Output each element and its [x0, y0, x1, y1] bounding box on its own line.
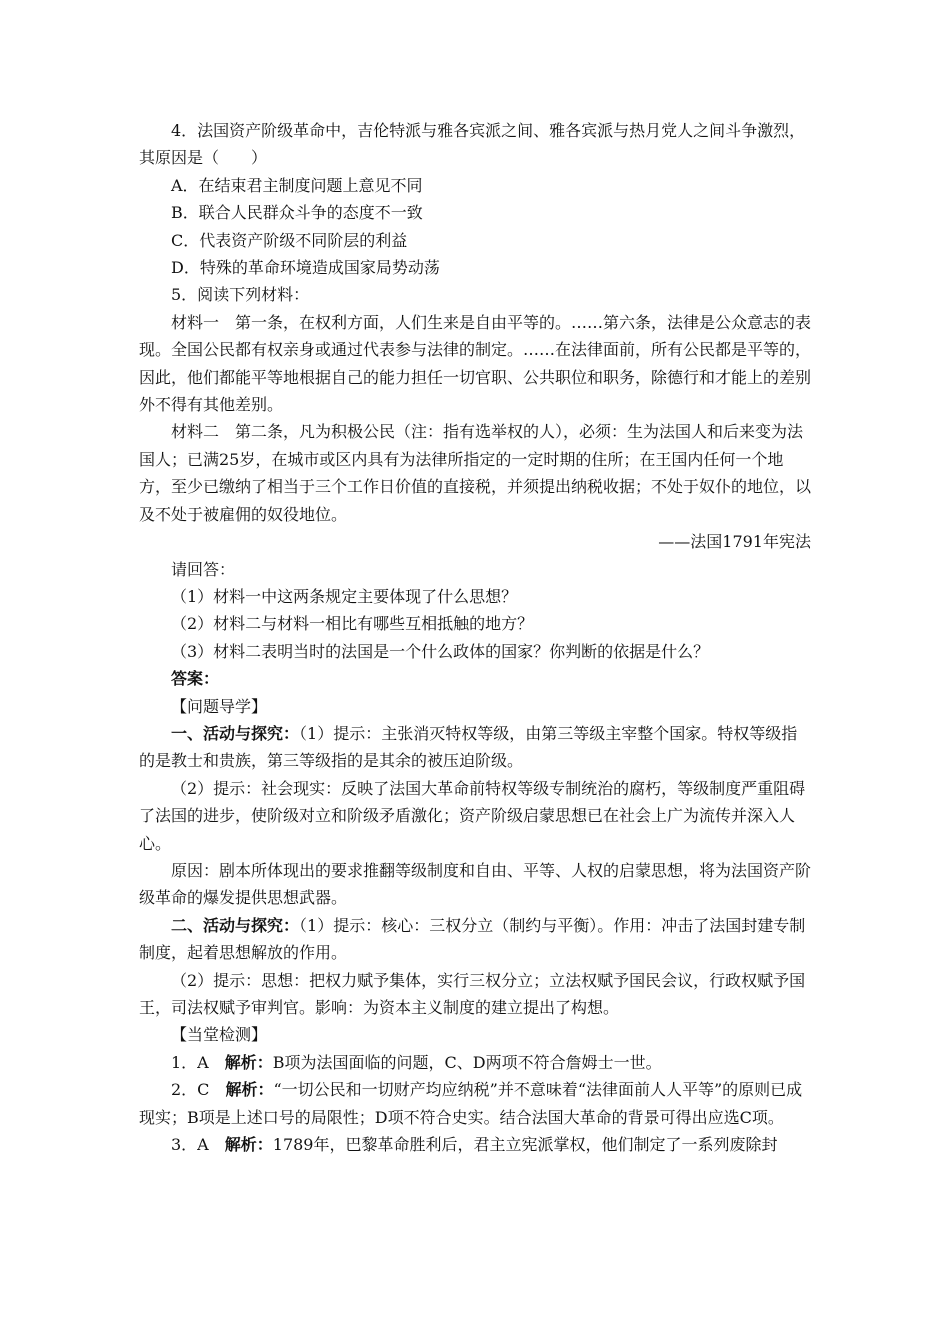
check-item-2-text: “一切公民和一切财产均应纳税”并不意味着“法律面前人人平等”的原则已成现实；B项是上述口号的局限性；D项不符合史实。结合法国大革命的背景可得出应选C项。 [139, 1080, 803, 1127]
check-item-3-answer: 3．A [171, 1135, 225, 1155]
q4-option-c: C．代表资产阶级不同阶层的利益 [171, 230, 408, 250]
answer-activity-2-part-2: （2）提示：思想：把权力赋予集体，实行三权分立；立法权赋予国民会议，行政权赋予国王，司法权赋予审判官。影响：为资本主义制度的建立提出了构想。 [139, 970, 806, 1017]
check-item-1-label: 解析： [224, 1052, 273, 1072]
check-item-3-text: 1789年，巴黎革命胜利后，君主立宪派掌权，他们制定了一系列废除封 [272, 1135, 778, 1155]
q4-option-a: A．在结束君主制度问题上意见不同 [171, 175, 423, 195]
q5-material-1: 材料一 第一条，在权利方面，人们生来是自由平等的。……第六条，法律是公众意志的表现。全国公民都有权亲身或通过代表参与法律的制定。……在法律面前，所有公民都是平等的，因此，他们都能平等地根据自己的能力担任一切官职、公共职位和职务，除德行和才能上的差别外不得有其他差别。 [139, 312, 812, 415]
answer-activity-2-text: （1）提示：核心：三权分立（制约与平衡）。作用：冲击了法国封建专制制度，起着思想解放的作用。 [139, 915, 806, 963]
check-item-1-text: B项为法国面临的问题，C、D两项不符合詹姆士一世。 [272, 1052, 662, 1072]
q4-stem: 4．法国资产阶级革命中，吉伦特派与雅各宾派之间、雅各宾派与热月党人之间斗争激烈，其原因是（ ） [139, 121, 806, 168]
answer-activity-1-text: （1）提示：主张消灭特权等级，由第三等级主宰整个国家。特权等级指的是教士和贵族，第三等级指的是其余的被压迫阶级。 [139, 723, 798, 771]
q5-question-2: （2）材料二与材料一相比有哪些互相抵触的地方？ [171, 614, 534, 634]
check-item-3 [139, 1131, 811, 1158]
answer-activity-1 [139, 720, 811, 775]
q5-stem: 5．阅读下列材料： [171, 285, 310, 305]
answers-heading: 答案： [171, 669, 220, 689]
q5-question-1: （1）材料一中这两条规定主要体现了什么思想？ [171, 586, 518, 606]
q4-option-b: B．联合人民群众斗争的态度不一致 [171, 203, 423, 223]
q5-material-2: 材料二 第二条，凡为积极公民（注：指有选举权的人），必须：生为法国人和后来变为法国人；已满25岁，在城市或区内具有为法律所指定的一定时期的住所；在王国内任何一个地方，至少已缴纳了相当于三个工作日价值的直接税，并须提出纳税收据；不处于奴仆的地位，以及不处于被雇佣的奴役地位。 [139, 422, 812, 524]
answer-activity-2-label: 二、活动与探究： [171, 915, 300, 935]
section-heading-check: 【当堂检测】 [171, 1025, 268, 1045]
check-item-1-answer: 1．A [171, 1052, 225, 1072]
q5-prompt: 请回答： [171, 559, 236, 579]
document-content [139, 117, 811, 1158]
check-item-1 [139, 1049, 811, 1076]
answer-activity-1-label: 一、活动与探究： [171, 723, 300, 743]
q4-option-d: D．特殊的革命环境造成国家局势动荡 [171, 258, 440, 278]
answer-activity-1-part-2: （2）提示：社会现实：反映了法国大革命前特权等级专制统治的腐朽，等级制度严重阻碍了法国的进步，使阶级对立和阶级矛盾激化；资产阶级启蒙思想已在社会上广为流传并深入人心。 [139, 778, 806, 853]
check-item-3-label: 解析： [224, 1135, 273, 1155]
check-item-2 [139, 1076, 811, 1131]
answer-activity-2 [139, 912, 811, 967]
check-item-2-answer: 2．C [171, 1080, 226, 1100]
check-item-2-label: 解析： [225, 1080, 274, 1100]
section-heading-guide: 【问题导学】 [171, 696, 268, 716]
answer-activity-1-reason: 原因：剧本所体现出的要求推翻等级制度和自由、平等、人权的启蒙思想，将为法国资产阶级革命的爆发提供思想武器。 [139, 860, 812, 908]
q5-source: ——法国1791年宪法 [658, 532, 811, 552]
q5-question-3: （3）材料二表明当时的法国是一个什么政体的国家？你判断的依据是什么？ [171, 641, 710, 661]
